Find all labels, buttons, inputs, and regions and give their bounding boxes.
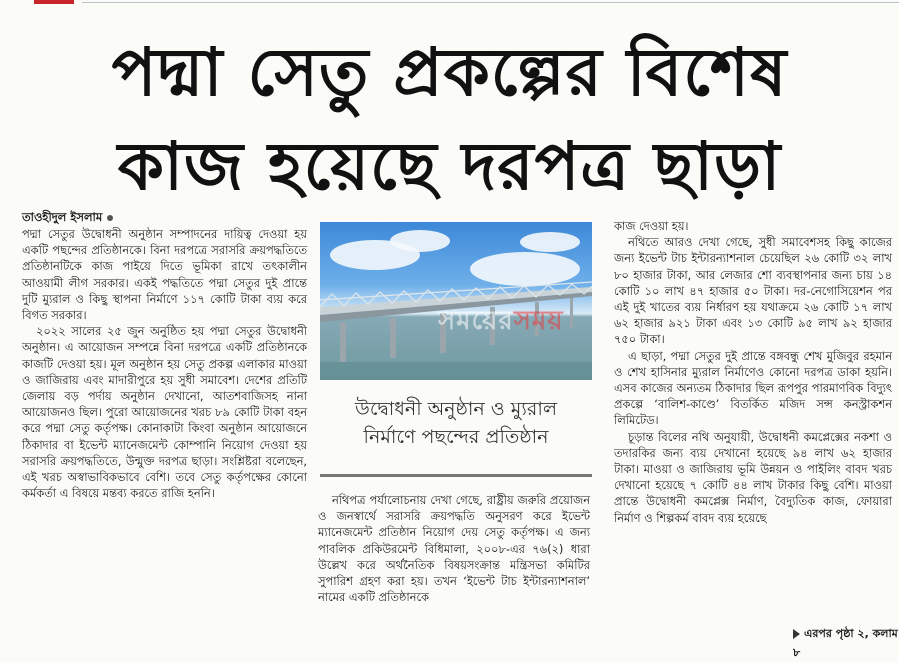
headline xyxy=(0,26,899,214)
subheadline-rule xyxy=(320,474,592,477)
column-1 xyxy=(22,210,307,501)
headline-line-2: কাজ হয়েছে দরপত্র ছাড়া xyxy=(117,128,782,205)
section-marker xyxy=(34,0,74,4)
top-divider xyxy=(82,2,899,3)
bridge-photo xyxy=(320,222,592,380)
column-3-paragraph-4: চূড়ান্ত বিলের নথি অনুযায়ী, উদ্বোধনী কমপ্লেক্সের নকশা ও তদারকির জন্য ব্যয় দেখানো হয়েছে ৯৪ লাখ ৬২ হাজার টাকা। মাওয়া ও জাজিরায় ভূমি উন্নয়ন ও পাইলিং বাবদ খরচ দেখানো হয়েছে ৭ কোটি ৪৪ লাখ টাকার কিছু বেশি। মাওয়া প্রান্তে উদ্বোধনী কমপ্লেক্স নির্মাণ, বৈদ্যুতিক কাজ, ফোয়ারা নির্মাণ ও শিল্পকর্ম বাবদ ব্যয় হয়েছে xyxy=(614,429,892,525)
arrow-right-icon xyxy=(793,629,800,639)
bullet-icon xyxy=(107,215,113,221)
column-2 xyxy=(318,492,590,605)
byline xyxy=(22,210,307,225)
author-name: তাওহীদুল ইসলাম xyxy=(22,210,103,224)
subheadline xyxy=(320,395,592,451)
column-3 xyxy=(614,218,892,526)
column-3-paragraph-3: এ ছাড়া, পদ্মা সেতুর দুই প্রান্তে বঙ্গবন্ধু শেখ মুজিবুর রহমান ও শেখ হাসিনার ম্যুরাল নির্মাণেও কোনো দরপত্র ডাকা হয়নি। এসব কাজের অন্যতম ঠিকাদার ছিল রূপপুর পারমাণবিক বিদ্যুৎ প্রকল্পে ‘বালিশ-কাণ্ডে’ বিতর্কিত মজিদ সন্স কনস্ট্রাকশন লিমিটেড। xyxy=(614,348,892,428)
column-1-paragraph-2: ২০২২ সালের ২৫ জুন অনুষ্ঠিত হয় পদ্মা সেতুর উদ্বোধনী অনুষ্ঠান। এ আয়োজন সম্পন্নে বিনা দরপত্রে একটি প্রতিষ্ঠানকে কাজটি দেওয়া হয়। মূল অনুষ্ঠান হয় সেতু প্রকল্প এলাকার মাওয়া ও জাজিরায় এবং মাদারীপুরে হয় সুধী সমাবেশ। দেশের প্রতিটি জেলায় বড় পর্দায় অনুষ্ঠান দেখানো, আতশবাজিসহ নানা আয়োজনও ছিল। পুরো আয়োজনের খরচ ৮৯ কোটি টাকা বহন করে পদ্মা সেতু কর্তৃপক্ষ। কোনাকাটা কিংবা অনুষ্ঠান আয়োজনে ঠিকাদার বা ইভেন্ট ম্যানেজমেন্ট কোম্পানি নিয়োগ দেওয়া হয় সরাসরি ক্রয়পদ্ধতিতে, উন্মুক্ত দরপত্র ছাড়া। সংশ্লিষ্টরা বলেছেন, এই খরচ অস্বাভাবিকভাবে বেশি। তবে সেতু কর্তৃপক্ষের কোনো কর্মকর্তা এ বিষয়ে মন্তব্য করতে রাজি হননি। xyxy=(22,324,307,501)
photo-watermark: সময়েরসময় xyxy=(438,306,564,336)
headline-line-1: পদ্মা সেতু প্রকল্পের বিশেষ xyxy=(111,34,788,111)
column-3-paragraph-2: নথিতে আরও দেখা গেছে, সুধী সমাবেশসহ কিছু কাজের জন্য ইভেন্ট টাচ ইন্টারন্যাশনাল চেয়েছিল ২৬ কোটি ৩২ লাখ ৮০ হাজার টাকা, আর লেজার শো ব্যবস্থাপনার জন্য চায় ১৪ কোটি ১০ লাখ ৪৭ হাজার ৫০ টাকা। দর-নেগোসিয়েশন পর এই দুই খাতের ব্যয় নির্ধারণ হয় যথাক্রমে ২৬ কোটি ১৭ লাখ ৬২ হাজার ৯২১ টাকা এবং ১৩ কোটি ৯৫ লাখ ৯২ হাজার ৭৫০ টাকা। xyxy=(614,235,892,347)
subheadline-line-2: নির্মাণে পছন্দের প্রতিষ্ঠান xyxy=(363,426,549,448)
continuation-note: এরপর পৃষ্ঠা ২, কলাম ৮ xyxy=(793,627,898,659)
subheadline-line-1: উদ্বোধনী অনুষ্ঠান ও ম্যুরাল xyxy=(355,398,557,420)
column-3-paragraph-1: কাজ দেওয়া হয়। xyxy=(614,219,689,233)
top-rule xyxy=(0,0,899,6)
column-2-paragraph-1: নথিপত্র পর্যালোচনায় দেখা গেছে, রাষ্ট্রীয় জরুরি প্রয়োজন ও জনস্বার্থে সরাসরি ক্রয়পদ্ধতি অনুসরণ করে ইভেন্ট ম্যানেজমেন্ট প্রতিষ্ঠান নিয়োগ দেয় সেতু কর্তৃপক্ষ। এ জন্য পাবলিক প্রকিউরমেন্ট বিধিমালা, ২০০৮-এর ৭৬(২) ধারা উল্লেখ করে অর্থনৈতিক বিষয়সংক্রান্ত মন্ত্রিসভা কমিটির সুপারিশ গ্রহণ করা হয়। তখন ‘ইভেন্ট টাচ ইন্টারন্যাশনাল’ নামের একটি প্রতিষ্ঠানকে xyxy=(318,493,590,605)
column-1-paragraph-1: পদ্মা সেতুর উদ্বোধনী অনুষ্ঠান সম্পাদনের দায়িত্ব দেওয়া হয় একটি পছন্দের প্রতিষ্ঠানকে। বিনা দরপত্রে সরাসরি ক্রয়পদ্ধতিতে প্রতিষ্ঠানটিকে কাজ পাইয়ে দিতে ভূমিকা রাখে তৎকালীন আওয়ামী লীগ সরকার। একই পদ্ধতিতে পদ্মা সেতুর দুই প্রান্তে দুটি ম্যুরাল ও কিছু স্থাপনা নির্মাণে ১১৭ কোটি টাকা ব্যয় করে বিগত সরকার। xyxy=(22,227,307,323)
